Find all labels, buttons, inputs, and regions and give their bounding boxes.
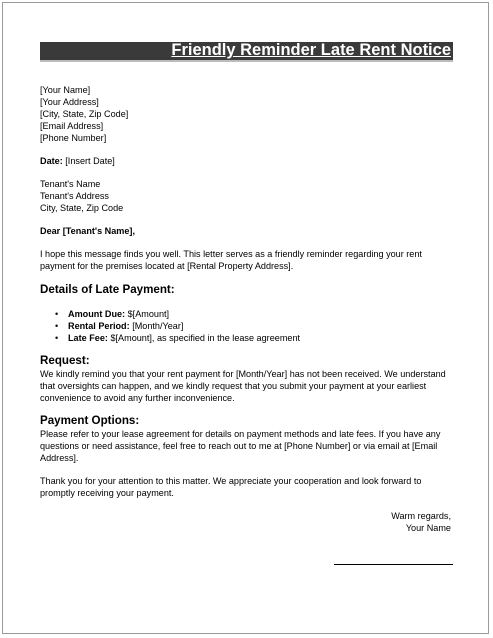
request-paragraph: We kindly remind you that your rent payment for [Month/Year] has not been received. We understand that oversights can happen, and we kindly request that you submit your payment at your earliest convenience to avoid any further inconvenience. — [40, 369, 446, 403]
request-heading: Request: — [40, 354, 90, 367]
page-title: Friendly Reminder Late Rent Notice — [171, 41, 451, 59]
salutation: Dear [Tenant's Name], — [40, 226, 135, 236]
item-value: $[Amount] — [127, 309, 170, 319]
bullet-icon: • — [55, 321, 59, 331]
letter-body — [40, 84, 458, 534]
title-bar — [40, 42, 453, 62]
bullet-icon: • — [55, 309, 59, 319]
sender-email: [Email Address] — [40, 121, 104, 131]
payment-options-paragraph: Please refer to your lease agreement for details on payment methods and late fees. If you have any questions or need assistance, feel free to reach out to me at [Phone Number] or via email at [Email Address]. — [40, 429, 441, 463]
bullet-icon: • — [55, 333, 59, 343]
payment-options-heading: Payment Options: — [40, 414, 140, 427]
sender-phone: [Phone Number] — [40, 133, 107, 143]
list-item — [54, 308, 458, 320]
item-value: [Month/Year] — [132, 321, 184, 331]
signoff-name: Your Name — [405, 523, 451, 533]
closing-paragraph: Thank you for your attention to this matter. We appreciate your cooperation and look forward to promptly receiving your payment. — [40, 476, 422, 498]
list-item — [54, 332, 458, 344]
recipient-address: Tenant's Address — [40, 191, 109, 201]
signoff-regards: Warm regards, — [391, 511, 451, 521]
date-label: Date: — [40, 156, 63, 166]
sender-name: [Your Name] — [40, 85, 91, 95]
sender-city: [City, State, Zip Code] — [40, 109, 129, 119]
signature-line — [334, 564, 453, 565]
details-heading: Details of Late Payment: — [40, 283, 175, 296]
recipient-city: City, State, Zip Code — [40, 203, 124, 213]
item-label: Late Fee: — [68, 333, 108, 343]
item-value: $[Amount], as specified in the lease agreement — [110, 333, 301, 343]
sender-address: [Your Address] — [40, 97, 99, 107]
date-value: [Insert Date] — [65, 156, 115, 166]
intro-paragraph: I hope this message finds you well. This letter serves as a friendly reminder regarding your rent payment for the premises located at [Rental Property Address]. — [40, 249, 422, 271]
sender-block — [40, 84, 458, 144]
recipient-block — [40, 178, 458, 214]
list-item — [54, 320, 458, 332]
details-list — [40, 308, 458, 344]
item-label: Rental Period: — [68, 321, 130, 331]
date-line — [40, 155, 458, 167]
item-label: Amount Due: — [68, 309, 126, 319]
signoff-block — [40, 510, 458, 534]
recipient-name: Tenant's Name — [40, 179, 101, 189]
